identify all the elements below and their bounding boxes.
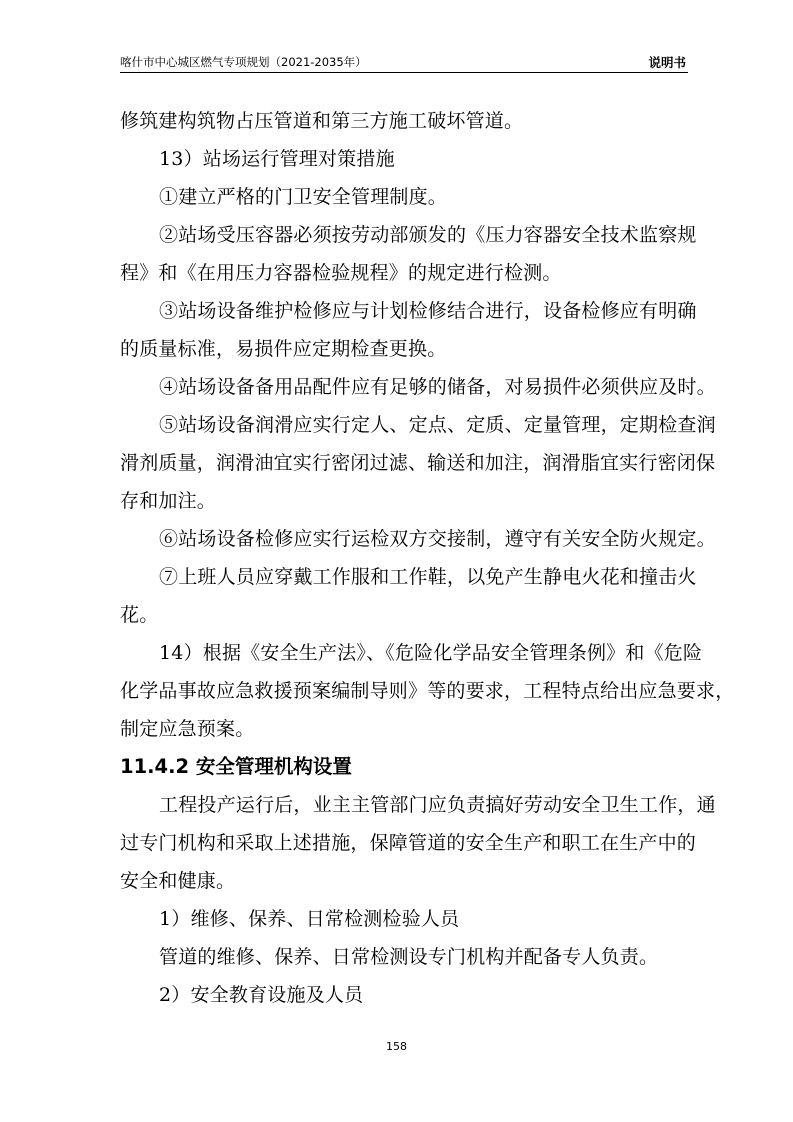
subsection-title: 13）站场运行管理对策措施 xyxy=(159,148,395,170)
text-line: 花。 xyxy=(120,604,159,626)
text-line: 化学品事故应急救援预案编制导则》等的要求，工程特点给出应急要求， xyxy=(120,680,735,702)
text-line: ①建立严格的门卫安全管理制度。 xyxy=(159,186,448,208)
text-line: ②站场受压容器必须按劳动部颁发的《压力容器安全技术监察规 xyxy=(159,224,697,246)
text-line: 工程投产运行后，业主主管部门应负责搞好劳动安全卫生工作，通 xyxy=(159,794,716,816)
page-header xyxy=(120,48,688,73)
text-line: 的质量标准，易损件应定期检查更换。 xyxy=(120,338,447,360)
document-title: 喀什市中心城区燃气专项规划（2021-2035年） xyxy=(120,55,367,69)
subsection-title: 1）维修、保养、日常检测检验人员 xyxy=(159,908,460,930)
subsection-title: 2）安全教育设施及人员 xyxy=(159,984,364,1006)
page-body xyxy=(120,102,735,1014)
text-line: 程》和《在用压力容器检验规程》的规定进行检测。 xyxy=(120,262,562,284)
page-number: 158 xyxy=(386,1040,407,1053)
text-line: ④站场设备备用品配件应有足够的储备，对易损件必须供应及时。 xyxy=(159,376,716,398)
text-line: 安全和健康。 xyxy=(120,870,236,892)
document-section-label: 说明书 xyxy=(648,55,686,70)
text-line: ⑥站场设备检修应实行运检双方交接制，遵守有关安全防火规定。 xyxy=(159,528,716,550)
text-line: ⑤站场设备润滑应实行定人、定点、定质、定量管理，定期检查润 xyxy=(159,414,716,436)
text-line: 存和加注。 xyxy=(120,490,217,512)
text-line: ⑦上班人员应穿戴工作服和工作鞋，以免产生静电火花和撞击火 xyxy=(159,566,697,588)
subsection-title: 14）根据《安全生产法》、《危险化学品安全管理条例》和《危险 xyxy=(159,642,703,664)
section-heading: 11.4.2 安全管理机构设置 xyxy=(120,755,352,778)
text-line: 滑剂质量，润滑油宜实行密闭过滤、输送和加注，润滑脂宜实行密闭保 xyxy=(120,452,716,474)
text-line: 修筑建构筑物占压管道和第三方施工破坏管道。 xyxy=(120,110,524,132)
text-line: 制定应急预案。 xyxy=(120,718,255,740)
text-line: ③站场设备维护检修应与计划检修结合进行，设备检修应有明确 xyxy=(159,300,697,322)
text-line: 管道的维修、保养、日常检测设专门机构并配备专人负责。 xyxy=(159,946,659,968)
text-line: 过专门机构和采取上述措施，保障管道的安全生产和职工在生产中的 xyxy=(120,832,697,854)
